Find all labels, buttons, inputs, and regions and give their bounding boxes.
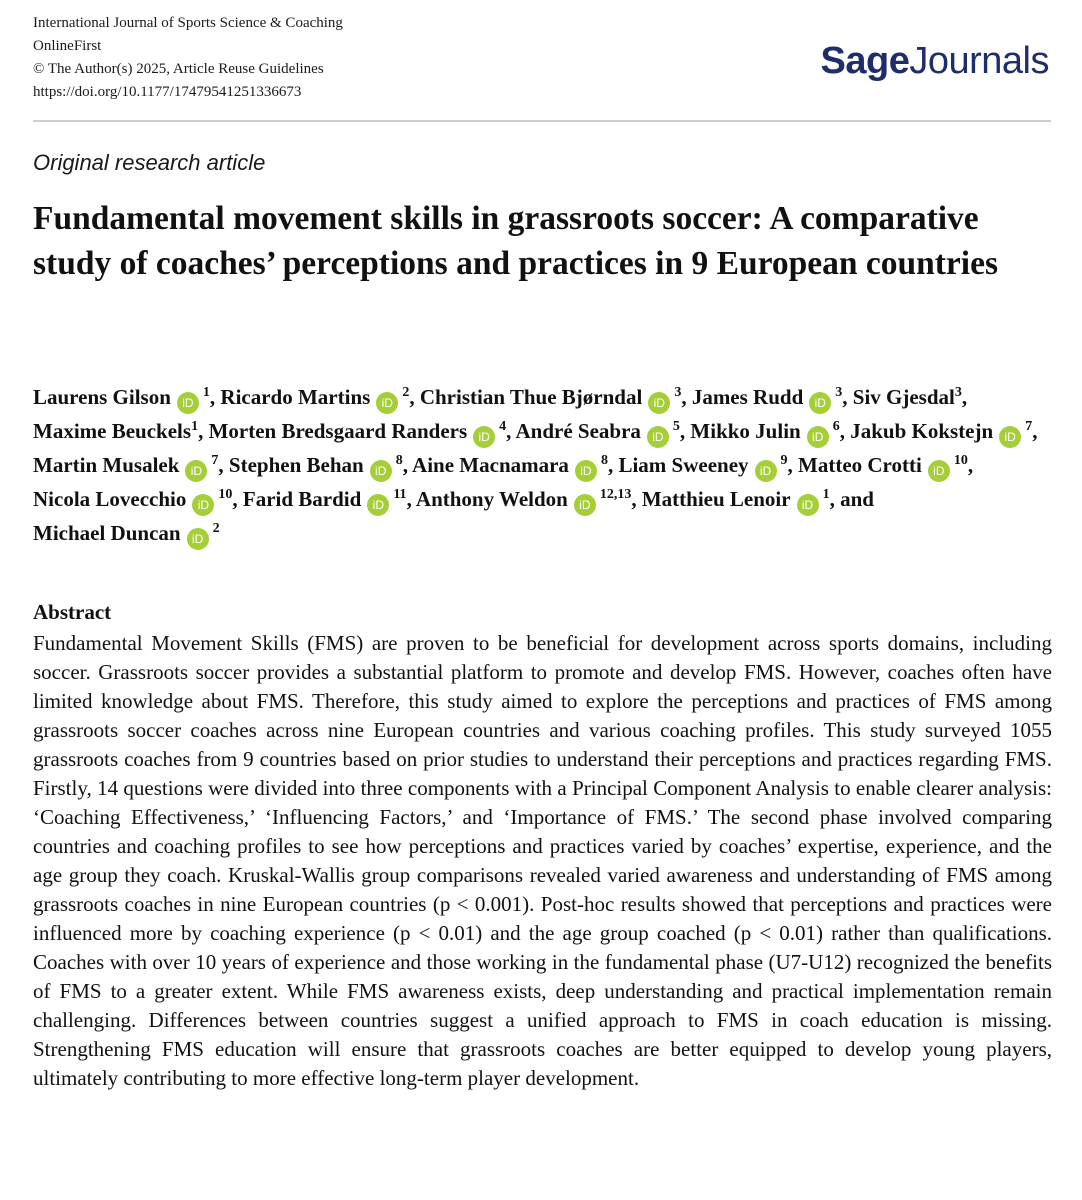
author-separator: , xyxy=(607,453,614,477)
orcid-icon[interactable]: iD xyxy=(928,460,950,482)
orcid-icon[interactable]: iD xyxy=(575,460,597,482)
article-title: Fundamental movement skills in grassroots soccer: A comparative study of coaches’ perceptions and practices in 9 European countries xyxy=(33,200,998,282)
author xyxy=(416,487,631,511)
author xyxy=(690,419,839,443)
affiliation-number[interactable]: 3 xyxy=(954,385,962,400)
author-name[interactable]: Mikko Julin xyxy=(690,419,801,443)
affiliation-number[interactable]: 1 xyxy=(191,419,199,434)
author-separator: , xyxy=(406,487,412,511)
author xyxy=(853,385,962,409)
author xyxy=(412,453,608,477)
affiliation-number[interactable]: 3 xyxy=(674,385,682,400)
author-separator: , xyxy=(839,419,845,443)
journal-header xyxy=(33,12,343,104)
author-separator: , xyxy=(967,453,974,477)
author-separator: , xyxy=(961,385,968,409)
author-name[interactable]: Anthony Weldon xyxy=(415,487,568,511)
affiliation-number[interactable]: 8 xyxy=(395,453,403,468)
author-separator: , xyxy=(681,385,687,409)
orcid-icon[interactable]: iD xyxy=(809,392,831,414)
affiliation-number[interactable]: 12,13 xyxy=(599,487,632,502)
affiliation-number[interactable]: 1 xyxy=(202,385,210,400)
author-name[interactable]: Maxime Beuckels xyxy=(33,419,192,443)
author-name[interactable]: Martin Musalek xyxy=(33,453,180,477)
author-name[interactable]: James Rudd xyxy=(691,385,804,409)
affiliation-number[interactable]: 10 xyxy=(953,453,968,468)
publication-status: OnlineFirst xyxy=(33,38,102,54)
orcid-icon[interactable]: iD xyxy=(376,392,398,414)
author-name[interactable]: Siv Gjesdal xyxy=(852,385,955,409)
author-separator: , xyxy=(218,453,224,477)
author-separator: , and xyxy=(829,487,874,511)
abstract-heading: Abstract xyxy=(33,600,112,624)
affiliation-number[interactable]: 2 xyxy=(402,385,410,400)
author-separator: , xyxy=(679,419,686,443)
orcid-icon[interactable]: iD xyxy=(192,494,214,516)
author xyxy=(33,419,198,443)
author xyxy=(850,419,1032,443)
affiliation-number[interactable]: 9 xyxy=(780,453,788,468)
article-type: Original research article xyxy=(33,150,266,175)
author xyxy=(798,453,968,477)
affiliation-number[interactable]: 7 xyxy=(211,453,219,468)
author-separator: , xyxy=(232,487,238,511)
author-separator: , xyxy=(209,385,216,409)
author-name[interactable]: André Seabra xyxy=(515,419,641,443)
logo-sage: Sage xyxy=(820,40,910,82)
journal-name: International Journal of Sports Science & Coaching xyxy=(33,15,343,31)
copyright-line xyxy=(33,58,343,81)
orcid-icon[interactable]: iD xyxy=(999,426,1021,448)
orcid-icon[interactable]: iD xyxy=(574,494,596,516)
orcid-icon[interactable]: iD xyxy=(370,460,392,482)
affiliation-number[interactable]: 1 xyxy=(822,487,830,502)
affiliation-number[interactable]: 7 xyxy=(1025,419,1033,434)
logo-journals: Journals xyxy=(909,40,1049,82)
orcid-icon[interactable]: iD xyxy=(185,460,207,482)
sage-journals-logo[interactable] xyxy=(821,40,1049,83)
author xyxy=(220,385,409,409)
orcid-icon[interactable]: iD xyxy=(755,460,777,482)
affiliation-number[interactable]: 8 xyxy=(600,453,608,468)
author-separator: , xyxy=(402,453,408,477)
affiliation-number[interactable]: 3 xyxy=(835,385,843,400)
author-name[interactable]: Christian Thue Bjørndal xyxy=(419,385,643,409)
author-name[interactable]: Liam Sweeney xyxy=(618,453,749,477)
affiliation-number[interactable]: 5 xyxy=(672,419,680,434)
author xyxy=(33,487,232,511)
copyright-text[interactable]: © The Author(s) 2025, Article Reuse Guidelines xyxy=(33,61,324,77)
author xyxy=(642,487,830,511)
author xyxy=(33,521,220,545)
author xyxy=(243,487,407,511)
author-name[interactable]: Aine Macnamara xyxy=(412,453,569,477)
author xyxy=(420,385,682,409)
author-name[interactable]: Nicola Lovecchio xyxy=(33,487,187,511)
author xyxy=(209,419,507,443)
orcid-icon[interactable]: iD xyxy=(648,392,670,414)
orcid-icon[interactable]: iD xyxy=(807,426,829,448)
author-name[interactable]: Farid Bardid xyxy=(242,487,362,511)
author-name[interactable]: Ricardo Martins xyxy=(220,385,371,409)
affiliation-number[interactable]: 10 xyxy=(218,487,233,502)
affiliation-number[interactable]: 11 xyxy=(393,487,407,502)
author xyxy=(516,419,680,443)
author-list xyxy=(33,380,1053,550)
author xyxy=(618,453,787,477)
orcid-icon[interactable]: iD xyxy=(797,494,819,516)
orcid-icon[interactable]: iD xyxy=(367,494,389,516)
doi-link[interactable]: https://doi.org/10.1177/17479541251336673 xyxy=(33,84,302,100)
affiliation-number[interactable]: 6 xyxy=(832,419,840,434)
author xyxy=(33,453,218,477)
header-divider xyxy=(33,120,1051,122)
author xyxy=(33,385,210,409)
author-name[interactable]: Morten Bredsgaard Randers xyxy=(208,419,468,443)
orcid-icon[interactable]: iD xyxy=(647,426,669,448)
author-separator: , xyxy=(1032,419,1038,443)
author-separator: , xyxy=(787,453,793,477)
author-name[interactable]: Matteo Crotti xyxy=(798,453,922,477)
affiliation-number[interactable]: 2 xyxy=(212,521,220,536)
author-name[interactable]: Michael Duncan xyxy=(33,521,181,545)
affiliation-number[interactable]: 4 xyxy=(499,419,507,434)
author-separator: , xyxy=(631,487,637,511)
author-separator: , xyxy=(842,385,848,409)
author-name[interactable]: Laurens Gilson xyxy=(33,385,171,409)
orcid-icon[interactable]: iD xyxy=(187,528,209,550)
author-name[interactable]: Matthieu Lenoir xyxy=(641,487,791,511)
author xyxy=(692,385,842,409)
author-name[interactable]: Jakub Kokstejn xyxy=(850,419,994,443)
author xyxy=(229,453,403,477)
author-name[interactable]: Stephen Behan xyxy=(228,453,364,477)
author-separator: , xyxy=(506,419,512,443)
orcid-icon[interactable]: iD xyxy=(473,426,495,448)
abstract-text: Fundamental Movement Skills (FMS) are proven to be beneficial for development across sports domains, including soccer. Grassroots soccer provides a substantial platform to promote and develop FMS. However, coaches often have limited knowledge about FMS. Therefore, this study aimed to explore the perceptions and practices of FMS among grassroots soccer coaches across nine European countries and various coaching profiles. This study surveyed 1055 grassroots coaches from 9 countries based on prior studies to understand their perceptions and practices regarding FMS. Firstly, 14 questions were divided into three components with a Principal Component Analysis to enable clearer analysis: ‘Coaching Effectiveness,’ ‘Influencing Factors,’ and ‘Importance of FMS.’ The second phase involved comparing countries and coaching profiles to see how perceptions and practices varied by coaches’ expertise, experience, and the age group they coach. Kruskal-Wallis group comparisons revealed varied awareness and understanding of FMS among grassroots coaches in nine European countries (p < 0.001). Post-hoc results showed that perceptions and practices were influenced more by coaching experience (p < 0.01) and the age group coached (p < 0.01) rather than qualifications. Coaches with over 10 years of experience and those working in the fundamental phase (U7-U12) recognized the benefits of FMS to a greater extent. While FMS awareness exists, deep understanding and practical implementation remain challenging. Differences between countries suggest a unified approach to FMS in coach education is missing. Strengthening FMS education will ensure that grassroots coaches are better equipped to develop young players, ultimately contributing to more effective long-term player development. xyxy=(33,631,1052,1090)
author-separator: , xyxy=(409,385,415,409)
author-separator: , xyxy=(198,419,204,443)
orcid-icon[interactable]: iD xyxy=(177,392,199,414)
